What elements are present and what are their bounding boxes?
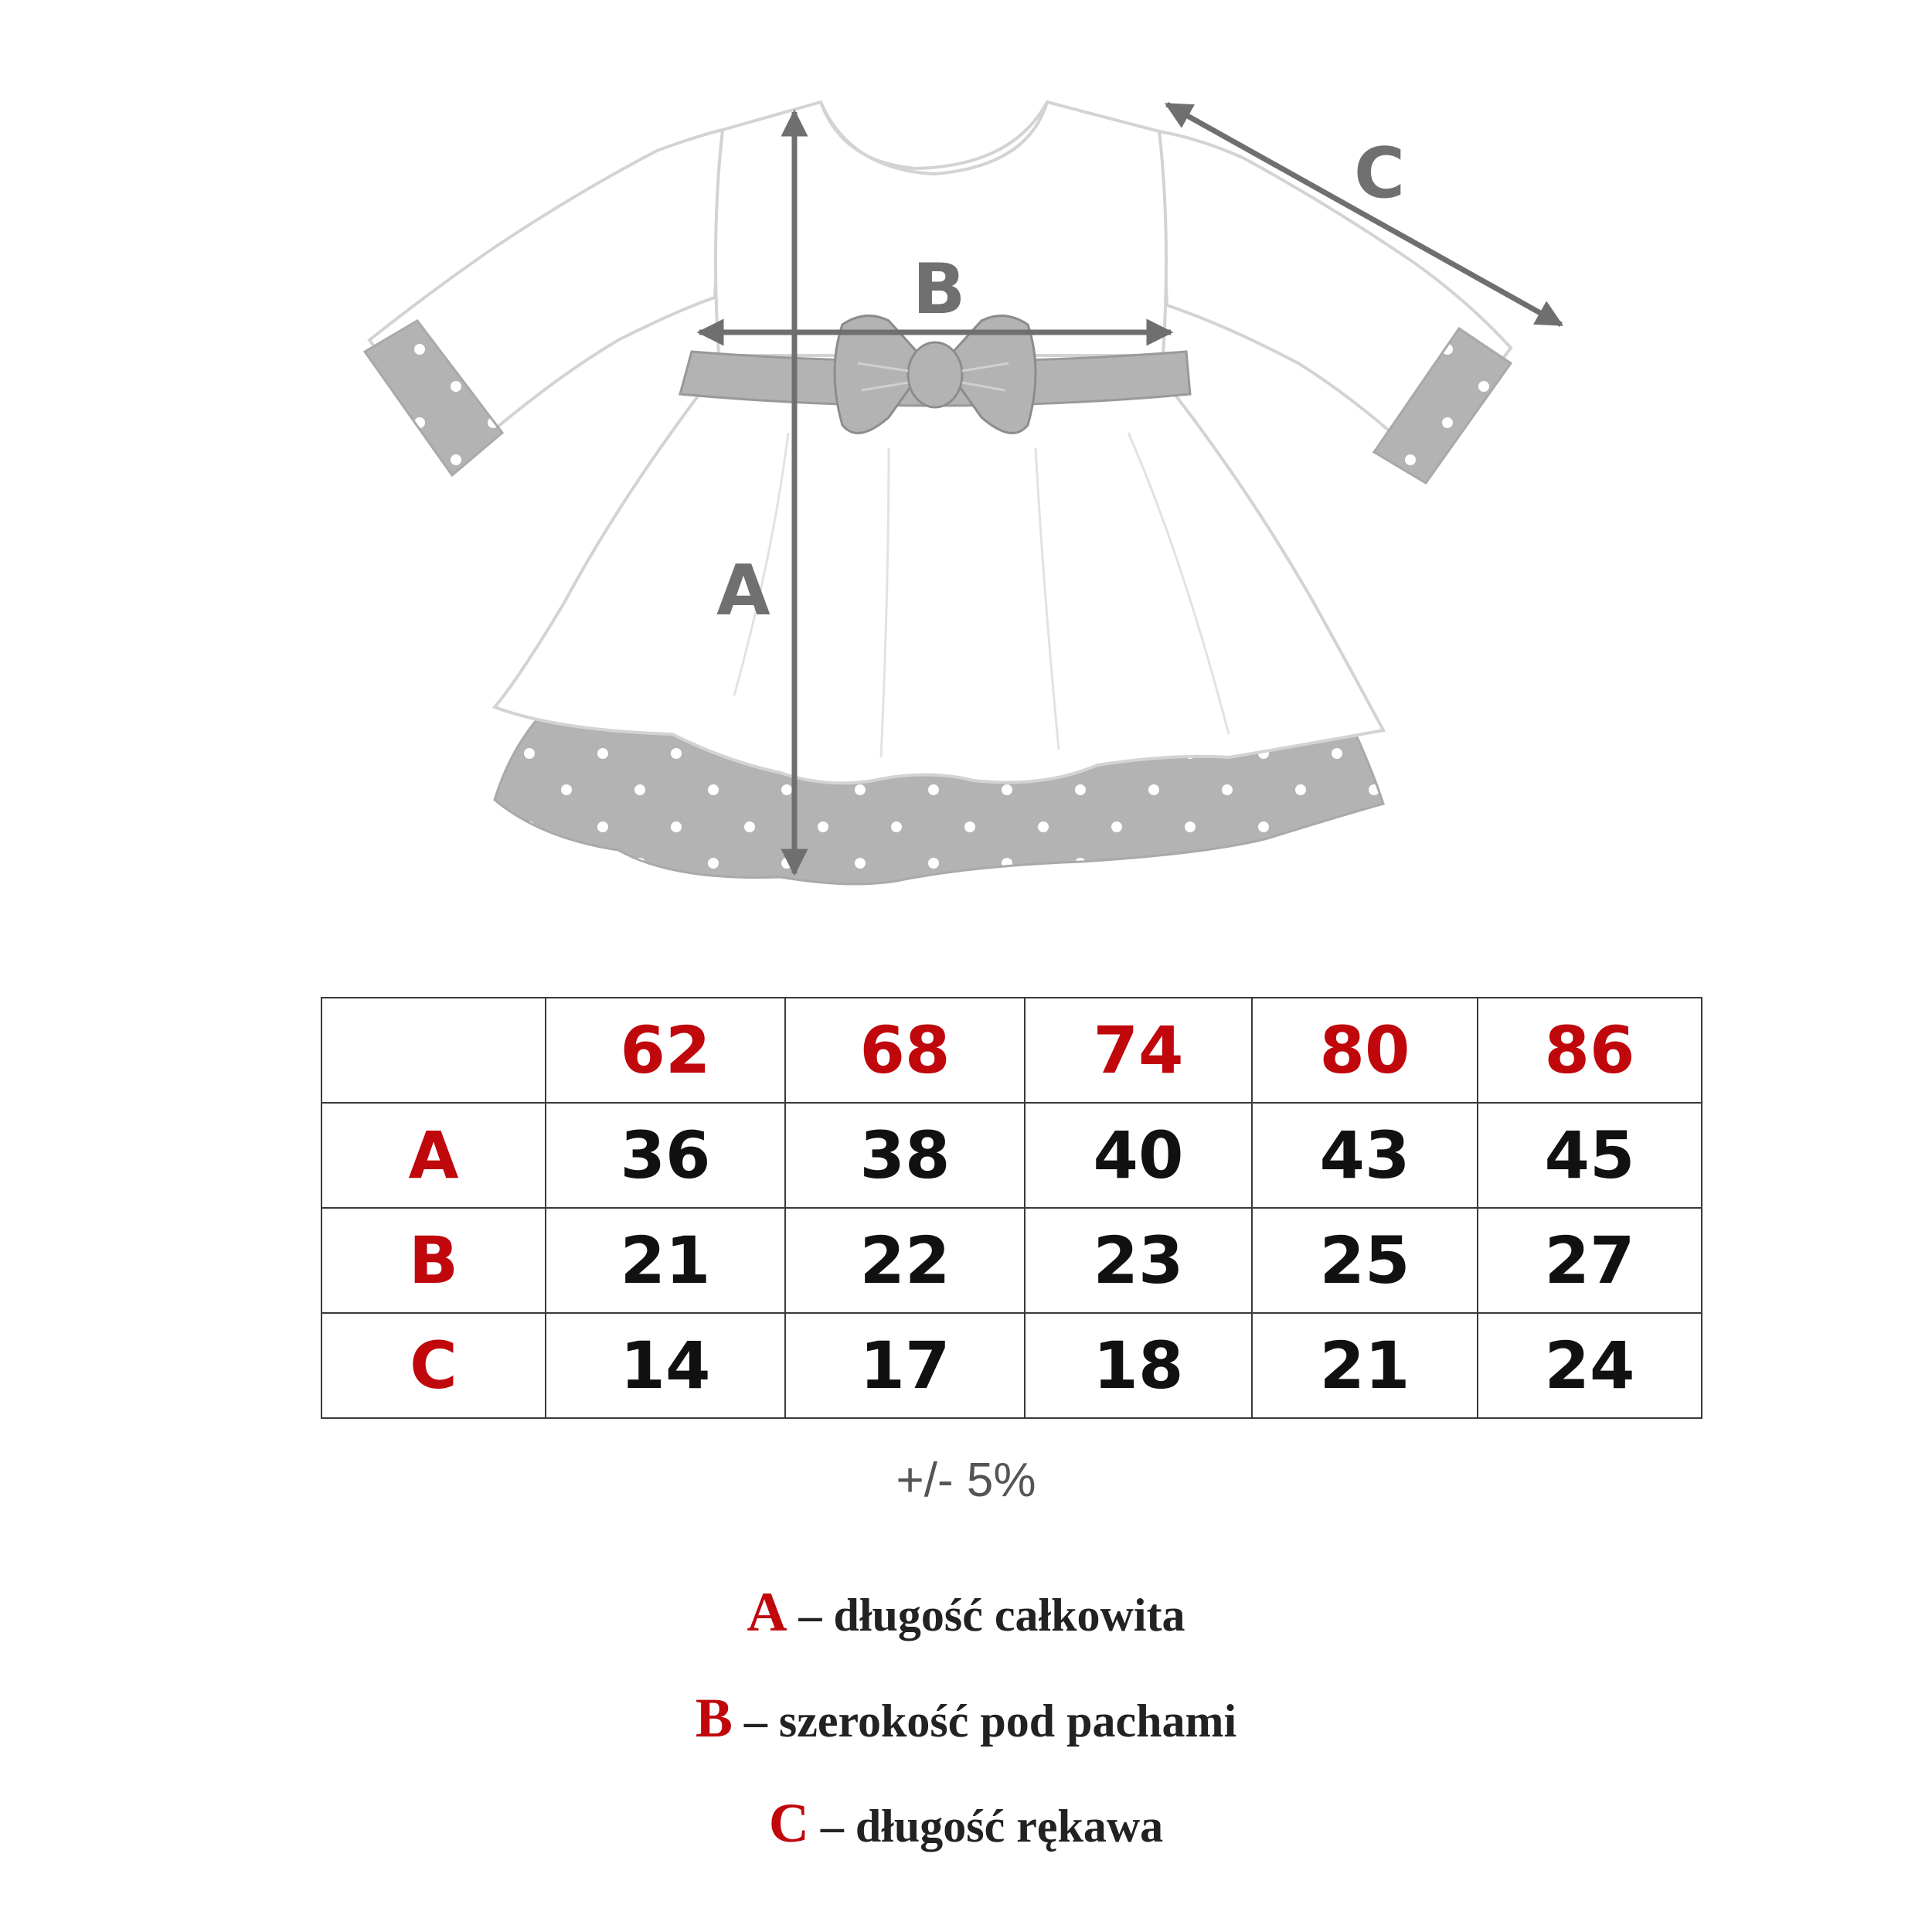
table-cell: 40 (1025, 1103, 1252, 1208)
legend-text: – długość rękawa (808, 1801, 1164, 1852)
table-cell: 18 (1025, 1313, 1252, 1418)
legend-letter: C (768, 1792, 809, 1854)
table-cell: 24 (1478, 1313, 1702, 1418)
label-b: B (912, 249, 966, 330)
row-label: A (321, 1103, 546, 1208)
outer-skirt (495, 394, 1383, 783)
legend-text: – długość całkowita (787, 1590, 1185, 1641)
label-a: A (716, 550, 770, 631)
row-label: B (321, 1208, 546, 1313)
legend-item-a (0, 1580, 1932, 1645)
size-header: 68 (785, 998, 1025, 1103)
table-cell: 17 (785, 1313, 1025, 1418)
table-cell: 45 (1478, 1103, 1702, 1208)
size-header: 80 (1252, 998, 1478, 1103)
table-header-row (321, 998, 1702, 1103)
label-c: C (1353, 133, 1406, 214)
table-cell: 21 (546, 1208, 785, 1313)
table-row (321, 1313, 1702, 1418)
size-header: 62 (546, 998, 785, 1103)
table-cell: 27 (1478, 1208, 1702, 1313)
row-label: C (321, 1313, 546, 1418)
table-row (321, 1103, 1702, 1208)
size-header: 74 (1025, 998, 1252, 1103)
table-corner-cell (321, 998, 546, 1103)
table-cell: 22 (785, 1208, 1025, 1313)
tolerance-note: +/- 5% (896, 1454, 1036, 1507)
legend-text: – szerokość pod pachami (732, 1696, 1237, 1747)
table-cell: 21 (1252, 1313, 1478, 1418)
legend-letter: B (695, 1687, 733, 1749)
table-cell: 43 (1252, 1103, 1478, 1208)
legend-letter: A (747, 1581, 787, 1643)
legend-item-b (0, 1686, 1932, 1750)
dress-diagram (0, 0, 1932, 912)
bow-knot (908, 342, 962, 407)
size-header: 86 (1478, 998, 1702, 1103)
table-cell: 14 (546, 1313, 785, 1418)
table-cell: 36 (546, 1103, 785, 1208)
legend-item-c (0, 1791, 1932, 1855)
table-cell: 23 (1025, 1208, 1252, 1313)
size-table (321, 997, 1702, 1419)
table-cell: 25 (1252, 1208, 1478, 1313)
table-row (321, 1208, 1702, 1313)
table-cell: 38 (785, 1103, 1025, 1208)
